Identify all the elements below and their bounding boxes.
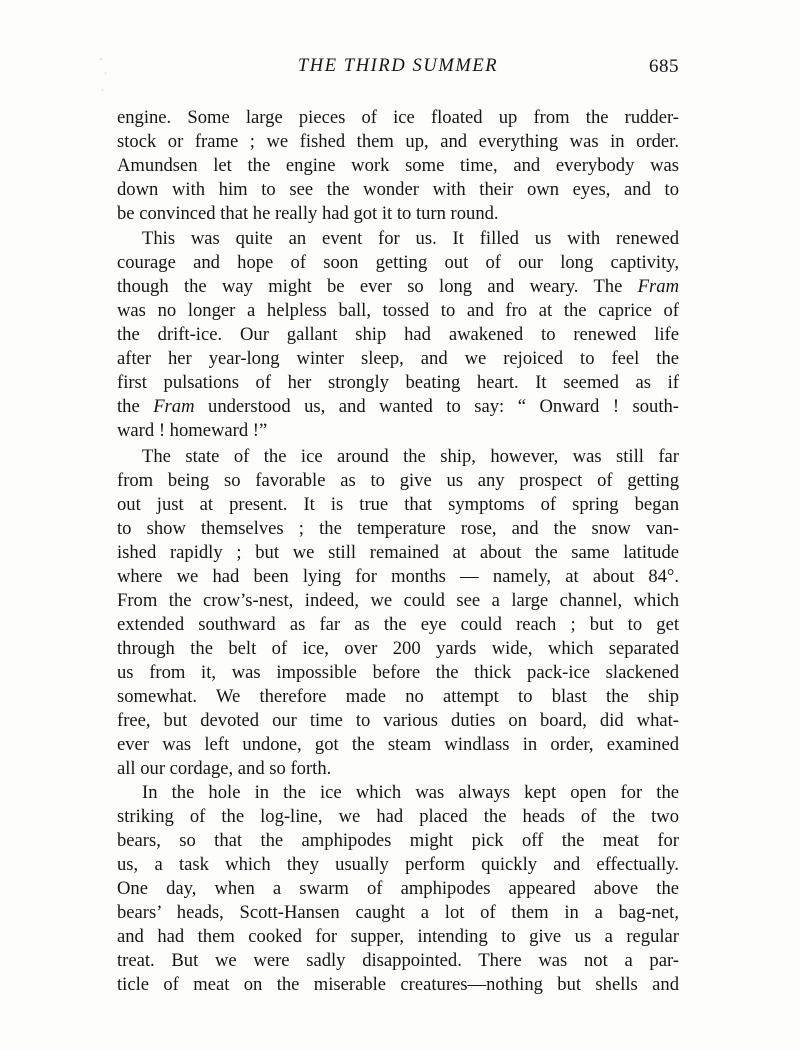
text-line: bears, so that the amphipodes might pick off the meat for — [117, 830, 679, 851]
text-line: striking of the log-line, we had placed the heads of the two — [117, 806, 679, 827]
text-line: stock or frame ; we fished them up, and everything was in order. — [117, 131, 679, 152]
page-number: 685 — [649, 56, 679, 77]
text-line: be convinced that he really had got it to turn round. — [117, 203, 499, 224]
text-line: the drift-ice. Our gallant ship had awakened to renewed life — [117, 324, 679, 345]
text-line: where we had been lying for months — namely, at about 84°. — [117, 566, 679, 587]
text-line: was no longer a helpless ball, tossed to and fro at the caprice of — [117, 300, 679, 321]
text-line: ever was left undone, got the steam windlass in order, examined — [117, 734, 679, 755]
text-line: free, but devoted our time to various duties on board, did what- — [117, 710, 679, 731]
text-line: to show themselves ; the temperature rose, and the snow van- — [117, 518, 679, 539]
text-line: us from it, was impossible before the thick pack-ice slackened — [117, 662, 679, 683]
page-edge-speckle — [96, 48, 112, 104]
text-line: bears’ heads, Scott-Hansen caught a lot of them in a bag-net, — [117, 902, 679, 923]
text-line: The state of the ice around the ship, however, was still far — [142, 446, 679, 467]
ship-name: Fram — [637, 276, 679, 297]
text-line: Amundsen let the engine work some time, and everybody was — [117, 155, 679, 176]
text-line: One day, when a swarm of amphipodes appeared above the — [117, 878, 679, 899]
text-line: extended southward as far as the eye could reach ; but to get — [117, 614, 679, 635]
text-line: though the way might be ever so long and weary. The Fram — [117, 276, 679, 297]
body-text — [117, 106, 679, 1006]
text-line: after her year-long winter sleep, and we rejoiced to feel the — [117, 348, 679, 369]
page-header — [117, 56, 679, 82]
text-line: from being so favorable as to give us any prospect of getting — [117, 470, 679, 491]
text-line: courage and hope of soon getting out of our long captivity, — [117, 252, 679, 273]
text-line: and had them cooked for supper, intending to give us a regular — [117, 926, 679, 947]
text-line: ished rapidly ; but we still remained at about the same latitude — [117, 542, 679, 563]
text-line: In the hole in the ice which was always kept open for the — [142, 782, 679, 803]
text-line: through the belt of ice, over 200 yards wide, which separated — [117, 638, 679, 659]
text-line: all our cordage, and so forth. — [117, 758, 332, 779]
text-line: the Fram understood us, and wanted to say: “ Onward ! south- — [117, 396, 679, 417]
running-title: THE THIRD SUMMER — [297, 56, 499, 76]
text-line: ward ! homeward !” — [117, 420, 268, 441]
text-line: This was quite an event for us. It filled us with renewed — [142, 228, 679, 249]
text-line: engine. Some large pieces of ice floated up from the rudder- — [117, 107, 679, 128]
text-line: ticle of meat on the miserable creatures—nothing but shells and — [117, 974, 679, 995]
text-line: first pulsations of her strongly beating heart. It seemed as if — [117, 372, 679, 393]
text-line: treat. But we were sadly disappointed. There was not a par- — [117, 950, 679, 971]
text-line: down with him to see the wonder with their own eyes, and to — [117, 179, 679, 200]
ship-name: Fram — [153, 396, 195, 417]
text-line: From the crow’s-nest, indeed, we could see a large channel, which — [117, 590, 679, 611]
text-line: out just at present. It is true that symptoms of spring began — [117, 494, 679, 515]
text-line: somewhat. We therefore made no attempt to blast the ship — [117, 686, 679, 707]
text-line: us, a task which they usually perform quickly and effectually. — [117, 854, 679, 875]
